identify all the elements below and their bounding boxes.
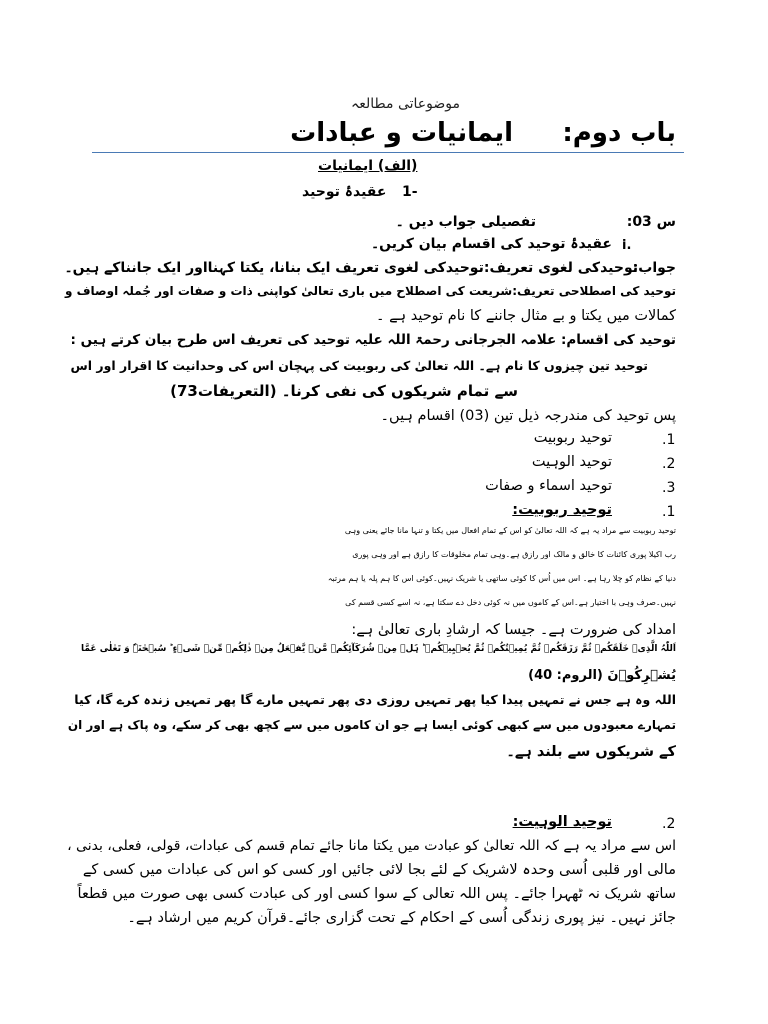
chapter-label: باب دوم: [562, 118, 676, 148]
uluhiyyat-heading: توحید الوہیت: [512, 814, 612, 830]
list-item: توحید اسماء و صفات [485, 478, 612, 494]
paragraph-line: دنیا کے نظام کو چلا رہا ہے۔ اس میں اُس کا کوئی ساتھی یا شریک نہیں۔کوئی اس کا ہم پلہ یا ہم مرتبہ [327, 574, 676, 583]
paragraph-line: نہیں۔صرف وہی با اختیار ہے۔اس کے کاموں میں نہ کوئی دخل دے سکتا ہے، نہ اسے کسی قسم کی [345, 598, 676, 607]
ayah-line: یُشۡرِکُوۡنَ (الروم: 40) [528, 668, 676, 683]
paragraph-line: توحید ربوبیت سے مراد یہ ہے کہ اللہ تعالیٰ کو اس کے تمام افعال میں یکتا و تنہا مانا جائے یعنی وہی [344, 526, 676, 535]
list-number: .3 [662, 480, 676, 496]
answer-line: توحیدکی لغوی تعریف:توحیدکی لغوی تعریف ایک بنانا، یکتا کہنااور ایک جانناکے ہیں۔ [64, 260, 638, 276]
paragraph-line: رب اکیلا پوری کائنات کا خالق و مالک اور رازق ہے۔وہی تمام مخلوقات کا رازق ہے اور وہی پوری [352, 550, 676, 559]
list-item: توحید ربوبیت [533, 430, 612, 446]
list-item: توحید الوہیت [531, 454, 612, 470]
quote-line: سے تمام شریکوں کی نفی کرنا۔ (التعریفات73) [170, 382, 518, 400]
lesson-title: عقیدۂ توحید [302, 184, 387, 200]
answer-line: توحید کی اصطلاحی تعریف:شریعت کی اصطلاح میں باری تعالیٰ کواپنی ذات و صفات اور جُملہ اوصاف و [64, 284, 676, 298]
paragraph-line: مالی اور قلبی اُسی وحدہ لاشریک کے لئے بجا لائی جائیں اور کسی کو اس کی عبادات میں کسی کے [82, 862, 676, 878]
answer-line: پس توحید کی مندرجہ ذیل تین (03) اقسام ہیں۔ [380, 408, 676, 424]
list-number: .2 [662, 456, 676, 472]
section-part: (الف) ایمانیات [318, 158, 418, 174]
list-number: .1 [662, 504, 676, 520]
question-instruction: تفصیلی جواب دیں ۔ [395, 214, 536, 230]
answer-line: کمالات میں یکتا و بے مثال جاننے کا نام توحید ہے ۔ [376, 308, 676, 324]
question-sub-label: i. [622, 238, 632, 253]
translation-line: کے شریکوں سے بلند ہے۔ [506, 744, 676, 760]
rububiyyat-heading: توحید ربوبیت: [512, 502, 612, 518]
subject-heading: موضوعاتی مطالعہ [351, 96, 460, 112]
paragraph-line: ساتھ شریک نہ ٹھہرا جائے۔ پس اللہ تعالی کے سوا کسی اور کی عبادت کسی بھی صورت میں قطعاً [77, 886, 676, 902]
question-sub-text: عقیدۂ توحید کی اقسام بیان کریں۔ [370, 236, 612, 252]
answer-label: جواب: [632, 260, 676, 276]
ayah-line: اَللّٰہُ الَّذِیۡ خَلَقَکُمۡ ثُمَّ رَزَقَکُمۡ ثُمَّ یُمِیۡتُکُمۡ ثُمَّ یُحۡیِیۡکُمۡ ؕ ہَلۡ مِنۡ شُرَکَآئِکُمۡ مَّنۡ یَّفۡعَلُ مِنۡ ذٰلِکُمۡ مِّنۡ شَیۡءٍ ؕ سُبۡحٰنَہٗ وَ تَعٰلٰی عَمَّا [81, 644, 676, 654]
translation-line: تمہارے معبودوں میں سے کبھی کوئی ایسا ہے جو ان کاموں میں سے کچھ بھی کر سکے، وہ پاک ہے اور ان [67, 718, 676, 732]
list-number: .1 [662, 432, 676, 448]
paragraph-line: جائز نہیں۔ نیز پوری زندگی اُسی کے احکام کے تحت گزاری جائے۔قرآن کریم میں ارشاد ہے۔ [127, 910, 676, 926]
paragraph-line: اس سے مراد یہ ہے کہ اللہ تعالیٰ کو عبادت میں یکتا مانا جائے تمام قسم کی عبادات، قولی، فعلی، بدنی ، [67, 838, 676, 854]
paragraph-line: امداد کی ضرورت ہے۔ جیسا کہ ارشادِ باری تعالیٰ ہے: [351, 622, 676, 638]
list-number: .2 [662, 816, 676, 832]
chapter-title: ایمانیات و عبادات [290, 118, 513, 148]
question-label: س 03: [626, 214, 676, 230]
quote-line: توحید تین چیزوں کا نام ہے۔ اللہ تعالیٰ کی ربوبیت کی پہچان اس کی وحدانیت کا اقرار اور اس [70, 358, 648, 373]
lesson-number: 1- [402, 184, 418, 200]
header-divider [92, 152, 684, 153]
translation-line: اللہ وہ ہے جس نے تمہیں پیدا کیا پھر تمہیں روزی دی پھر تمہیں مارے گا پھر تمہیں زندہ کرے گا، کیا [74, 692, 676, 707]
answer-line: توحید کی اقسام: علامہ الجرجانی رحمۃ اللہ علیہ توحید کی تعریف اس طرح بیان کرتے ہیں : [70, 332, 676, 348]
